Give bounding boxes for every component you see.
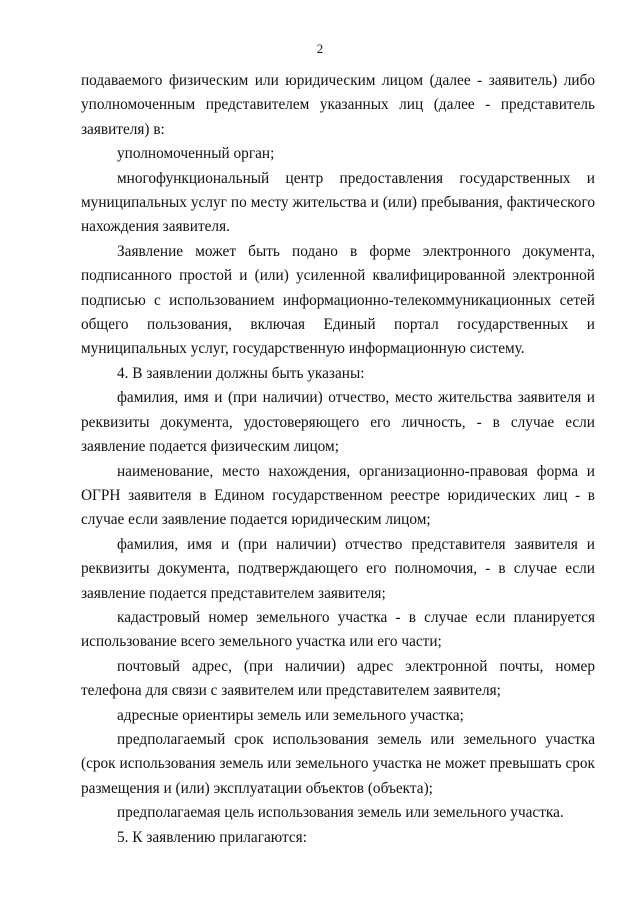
paragraph-individual-details: фамилия, имя и (при наличии) отчество, место жительства заявителя и реквизиты документа, удостоверяющего его личность, - в случае если заявление подается физическим лицом; xyxy=(81,389,595,456)
paragraph-mfc: многофункциональный центр предоставления государственных и муниципальных услуг по месту жительства и (или) пребывания, фактического нахождения заявителя. xyxy=(81,169,595,236)
page-number: 2 xyxy=(316,41,324,56)
paragraph-legal-entity-details: наименование, место нахождения, организационно-правовая форма и ОГРН заявителя в Едином государственном реестре юридических лиц - в случае если заявление подается юридическим лицом; xyxy=(81,462,595,529)
document-body xyxy=(81,69,595,850)
paragraph-usage-period: предполагаемый срок использования земель или земельного участка (срок использования земель или земельного участка не может превышать срок размещения и (или) эксплуатации объектов (объекта); xyxy=(81,730,595,797)
paragraph-representative-details: фамилия, имя и (при наличии) отчество представителя заявителя и реквизиты документа, подтверждающего его полномочия, - в случае если заявление подается представителем заявителя; xyxy=(81,535,595,602)
paragraph-section-4-heading: 4. В заявлении должны быть указаны: xyxy=(117,364,365,382)
paragraph-applicant-definition: подаваемого физическим или юридическим лицом (далее - заявитель) либо уполномоченным представителем указанных лиц (далее - представитель заявителя) в: xyxy=(81,72,595,138)
paragraph-cadastral-number: кадастровый номер земельного участка - в случае если планируется использование всего земельного участка или его части; xyxy=(81,608,595,651)
paragraph-address-landmarks: адресные ориентиры земель или земельного участка; xyxy=(117,706,464,724)
paragraph-usage-purpose: предполагаемая цель использования земель или земельного участка. xyxy=(117,804,564,822)
paragraph-electronic-form: Заявление может быть подано в форме электронного документа, подписанного простой и (или) усиленной квалифицированной электронной подписью с использованием информационно-телекоммуникационных сетей общего пользования, включая Единый портал государственных и муниципальных услуг, государственную информационную систему. xyxy=(81,242,595,358)
paragraph-section-5-heading: 5. К заявлению прилагаются: xyxy=(117,828,307,846)
paragraph-authorized-body: уполномоченный орган; xyxy=(117,145,275,163)
paragraph-contact-info: почтовый адрес, (при наличии) адрес электронной почты, номер телефона для связи с заявителем или представителем заявителя; xyxy=(81,657,595,700)
